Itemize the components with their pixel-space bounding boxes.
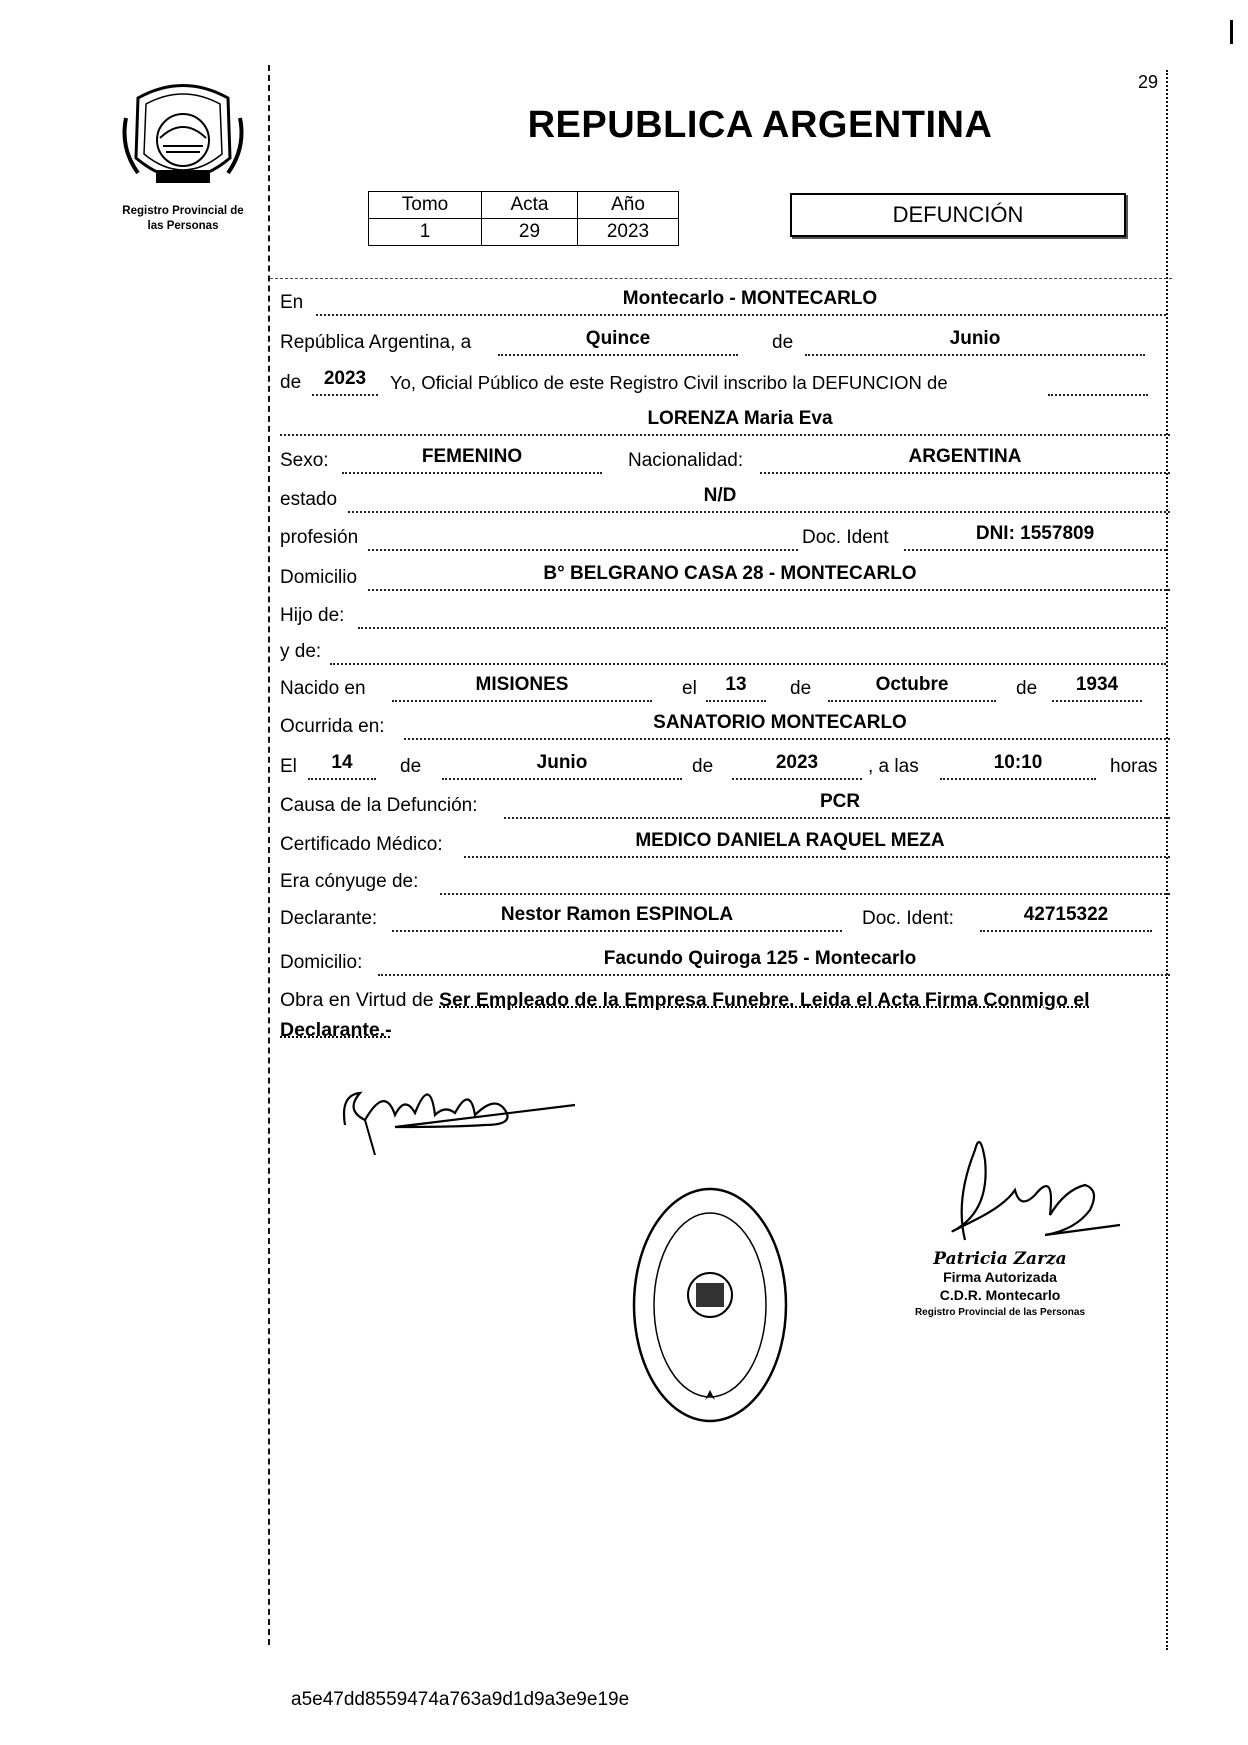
nacido-value: MISIONES (475, 674, 569, 695)
doc-label: Doc. Ident (802, 527, 889, 548)
death-time: 10:10 (993, 752, 1043, 773)
right-margin-line (1166, 70, 1168, 1650)
estado-dots (348, 511, 1170, 513)
nacido-dots (392, 700, 652, 702)
nacionalidad-value: ARGENTINA (908, 446, 1022, 467)
de-label: de (772, 332, 794, 353)
record-table-header (369, 192, 679, 219)
registry-name-line1: Registro Provincial de (122, 205, 244, 217)
deceased-dots (280, 434, 1170, 436)
document-hash: a5e47dd8559474a763a9d1d9a3e9e19e (291, 1689, 630, 1710)
horas-label: horas (1110, 756, 1158, 777)
doc-dots (904, 549, 1166, 551)
signer-line1: Firma Autorizada (943, 1269, 1057, 1285)
declarante-dots (392, 930, 842, 932)
obra-value-2: Declarante.- (280, 1019, 392, 1041)
page-number: 29 (1138, 72, 1159, 92)
conyuge-label: Era cónyuge de: (280, 871, 419, 892)
registry-name (108, 204, 258, 234)
birth-year: 1934 (1075, 674, 1119, 695)
death-day: 14 (331, 752, 353, 773)
inscribo-text: Yo, Oficial Público de este Registro Civil inscribo la DEFUNCION de (390, 372, 948, 393)
birth-month-dots (828, 700, 996, 702)
record-table (368, 191, 679, 246)
ocurrida-value: SANATORIO MONTECARLO (653, 712, 907, 733)
nacido-de-label: de (790, 678, 812, 699)
sexo-value: FEMENINO (421, 446, 523, 467)
yde-label: y de: (280, 641, 322, 662)
decl-domicilio-value: Facundo Quiroga 125 - Montecarlo (603, 948, 917, 969)
hijo-dots (358, 627, 1166, 629)
document-title: REPUBLICA ARGENTINA (527, 104, 993, 146)
causa-value: PCR (819, 791, 861, 812)
birth-day: 13 (725, 674, 747, 695)
profesion-label: profesión (280, 527, 359, 548)
death-year-dots (732, 778, 862, 780)
alas-label: , a las (868, 756, 919, 777)
hijo-label: Hijo de: (280, 605, 345, 626)
ocurrida-label: Ocurrida en: (280, 716, 385, 737)
en-label: En (280, 292, 304, 313)
acta-header: Acta (482, 192, 578, 219)
form-top-rule (270, 278, 1172, 279)
decl-domicilio-label: Domicilio: (280, 952, 363, 973)
record-type-box: DEFUNCIÓN (790, 193, 1126, 237)
month-dots (805, 354, 1145, 356)
year-dots (312, 394, 378, 396)
domicilio-value: B° BELGRANO CASA 28 - MONTECARLO (543, 563, 917, 584)
signer-name: Patricia Zarza (933, 1249, 1067, 1269)
death-year: 2023 (775, 752, 819, 773)
de2-label: de (280, 372, 302, 393)
day-words: Quince (585, 328, 651, 349)
death-de-label: de (400, 756, 422, 777)
death-month: Junio (536, 752, 588, 773)
rep-label: República Argentina, a (280, 332, 472, 353)
birth-month: Octubre (875, 674, 949, 695)
causa-label: Causa de la Defunción: (280, 795, 478, 816)
profesion-dots (368, 549, 798, 551)
en-dots (316, 314, 1166, 316)
death-day-dots (308, 778, 376, 780)
obra-label: Obra en Virtud de (280, 989, 434, 1011)
authorized-signer (880, 1250, 1120, 1322)
month-value: Junio (949, 328, 1001, 349)
top-right-mark (1230, 20, 1233, 44)
nacido-de2-label: de (1016, 678, 1038, 699)
certificado-label: Certificado Médico: (280, 834, 443, 855)
death-month-dots (442, 778, 682, 780)
tomo-value: 1 (369, 219, 482, 246)
death-time-dots (940, 778, 1096, 780)
estado-value: N/D (703, 485, 737, 506)
obra-paragraph (280, 985, 1170, 1045)
provincial-seal-icon (118, 78, 248, 193)
birth-year-dots (1052, 700, 1142, 702)
domicilio-label: Domicilio (280, 567, 358, 588)
declarante-value: Nestor Ramon ESPINOLA (500, 904, 734, 925)
record-table-values (369, 219, 679, 246)
ocurrida-dots (404, 738, 1170, 740)
declarante-label: Declarante: (280, 908, 378, 929)
domicilio-dots (368, 589, 1170, 591)
inscribo-dots (1048, 394, 1148, 396)
sexo-label: Sexo: (280, 450, 329, 471)
en-value: Montecarlo - MONTECARLO (622, 288, 878, 309)
obra-value-1: Ser Empleado de la Empresa Funebre. Leida el Acta Firma Conmigo el (439, 989, 1090, 1011)
registry-name-line2: las Personas (147, 220, 219, 232)
birth-day-dots (706, 700, 766, 702)
causa-dots (504, 817, 1170, 819)
decl-domicilio-dots (378, 974, 1170, 976)
certificado-dots (464, 856, 1170, 858)
registry-stamp (630, 1185, 790, 1425)
left-margin-line (268, 65, 270, 1645)
decl-doc-dots (980, 930, 1152, 932)
certificado-value: MEDICO DANIELA RAQUEL MEZA (635, 830, 945, 851)
doc-value: DNI: 1557809 (975, 523, 1095, 544)
tomo-header: Tomo (369, 192, 482, 219)
nacionalidad-label: Nacionalidad: (628, 450, 744, 471)
nacionalidad-dots (760, 472, 1170, 474)
anio-header: Año (578, 192, 679, 219)
deceased-name: LORENZA Maria Eva (647, 408, 833, 429)
estado-label: estado (280, 489, 338, 510)
acta-value: 29 (482, 219, 578, 246)
year-value: 2023 (323, 368, 367, 389)
decl-doc-value: 42715322 (1023, 904, 1109, 925)
nacido-label: Nacido en (280, 678, 366, 699)
decl-doc-label: Doc. Ident: (862, 908, 954, 929)
conyuge-dots (440, 893, 1170, 895)
sexo-dots (342, 472, 602, 474)
signer-line2: C.D.R. Montecarlo (939, 1287, 1061, 1303)
anio-value: 2023 (578, 219, 679, 246)
signer-line3: Registro Provincial de las Personas (914, 1307, 1086, 1318)
nacido-el-label: el (682, 678, 697, 699)
death-el-label: El (280, 756, 297, 777)
yde-dots (330, 663, 1166, 665)
official-signature (925, 1120, 1125, 1250)
declarant-signature (335, 1065, 575, 1155)
day-dots (498, 354, 738, 356)
death-de2-label: de (692, 756, 714, 777)
